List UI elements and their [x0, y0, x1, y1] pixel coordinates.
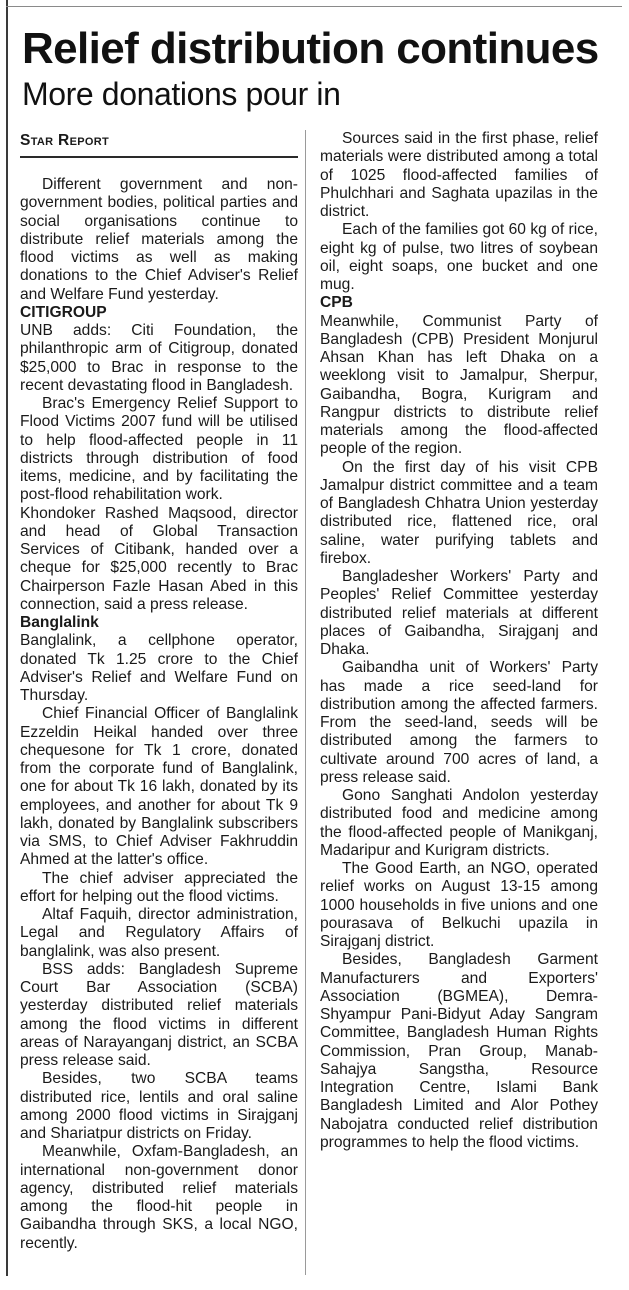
top-border-rule	[6, 6, 622, 7]
right-column-body	[320, 130, 598, 1152]
article-column-right	[320, 130, 598, 1152]
article-column-left	[20, 130, 298, 1253]
paragraph: Meanwhile, Oxfam-Bangladesh, an international non-government donor agency, distributed relief materials among the flood-hit people in Gaibandha through SKS, a local NGO, recently.	[20, 1143, 298, 1252]
paragraph: Each of the families got 60 kg of rice, eight kg of pulse, two litres of soybean oil, eight soaps, one bucket and one mug.	[320, 221, 598, 293]
paragraph: Altaf Faquih, director administration, Legal and Regulatory Affairs of banglalink, was also present.	[20, 906, 298, 960]
paragraph: Gaibandha unit of Workers' Party has made a rice seed-land for distribution among the affected farmers. From the seed-land, seeds will be distributed among the farmers to cultivate around 700 acres of land, a press release said.	[320, 659, 598, 786]
subheadline: More donations pour in	[22, 76, 341, 112]
paragraph: Banglalink, a cellphone operator, donated Tk 1.25 crore to the Chief Adviser's Relief and Welfare Fund on Thursday.	[20, 632, 298, 704]
paragraph: Chief Financial Officer of Banglalink Ezzeldin Heikal handed over three chequesone for Tk 1 crore, donated from the corporate fund of Banglalink, one for about Tk 16 lakh, donated by its employees, and another for about Tk 9 lakh, donated by Banglalink subscribers via SMS, to Chief Adviser Fakhruddin Ahmed at the latter's office.	[20, 705, 298, 869]
byline: Star Report	[20, 130, 298, 158]
paragraph: Meanwhile, Communist Party of Bangladesh (CPB) President Monjurul Ahsan Khan has left Dhaka on a weeklong visit to Jamalpur, Sherpur, Gaibandha, Bogra, Kurigram and Rangpur districts to distribute relief materials among the flood-affected people of the region.	[320, 312, 598, 458]
paragraph: UNB adds: Citi Foundation, the philanthropic arm of Citigroup, donated $25,000 to Brac in response to the recent devastating flood in Bangladesh.	[20, 322, 298, 394]
paragraph: The Good Earth, an NGO, operated relief works on August 13-15 among 1000 households in five unions and one pourasava of Belkuchi upazila in Sirajganj district.	[320, 860, 598, 950]
headline: Relief distribution continues	[22, 24, 599, 73]
paragraph: Khondoker Rashed Maqsood, director and head of Global Transaction Services of Citibank, handed over a cheque for $25,000 recently to Brac Chairperson Fazle Hasan Abed in this connection, said a press release.	[20, 504, 298, 613]
paragraph: The chief adviser appreciated the effort for helping out the flood victims.	[20, 869, 298, 905]
paragraph: Besides, Bangladesh Garment Manufacturers and Exporters' Association (BGMEA), Demra-Shyampur Pani-Bidyut Aday Sangram Committee, Bangladesh Human Rights Commission, Pran Group, Manab-Sahajya Sangstha, Resource Integration Centre, Islami Bank Bangladesh Limited and Alor Pothey Nabojatra conducted relief distribution programmes to help the flood victims.	[320, 951, 598, 1151]
byline-spacer	[20, 158, 298, 176]
paragraph: Brac's Emergency Relief Support to Flood Victims 2007 fund will be utilised to help flood-affected people in 11 districts through distribution of food items, medicine, and by facilitating the post-flood rehabilitation work.	[20, 395, 298, 504]
paragraph: Different government and non-government bodies, political parties and social organisations continue to distribute relief materials among the flood victims as well as making donations to the Chief Adviser's Relief and Welfare Fund yesterday.	[20, 176, 298, 303]
section-heading: CPB	[320, 294, 353, 312]
paragraph: Gono Sanghati Andolon yesterday distributed food and medicine among the flood-affected people of Manikganj, Madaripur and Kurigram districts.	[320, 787, 598, 859]
left-border-rule	[6, 0, 8, 1276]
paragraph: BSS adds: Bangladesh Supreme Court Bar Association (SCBA) yesterday distributed relief materials among the flood victims in different areas of Narayanganj district, an SCBA press release said.	[20, 960, 298, 1069]
paragraph: On the first day of his visit CPB Jamalpur district committee and a team of Bangladesh Chhatra Union yesterday distributed rice, flattened rice, oral saline, water purifying tablets and firebox.	[320, 458, 598, 567]
section-heading: Banglalink	[20, 614, 99, 631]
paragraph: Sources said in the first phase, relief materials were distributed among a total of 1025 flood-affected families of Phulchhari and Saghata upazilas in the district.	[320, 130, 598, 220]
left-column-body	[20, 176, 298, 1253]
column-divider	[305, 130, 306, 1275]
paragraph: Besides, two SCBA teams distributed rice, lentils and oral saline among 2000 flood victims in Sirajganj and Shariatpur districts on Friday.	[20, 1070, 298, 1142]
paragraph: Bangladesher Workers' Party and Peoples' Relief Committee yesterday distributed relief materials at different places of Gaibandha, Sirajganj and Dhaka.	[320, 568, 598, 658]
section-heading: CITIGROUP	[20, 303, 107, 321]
